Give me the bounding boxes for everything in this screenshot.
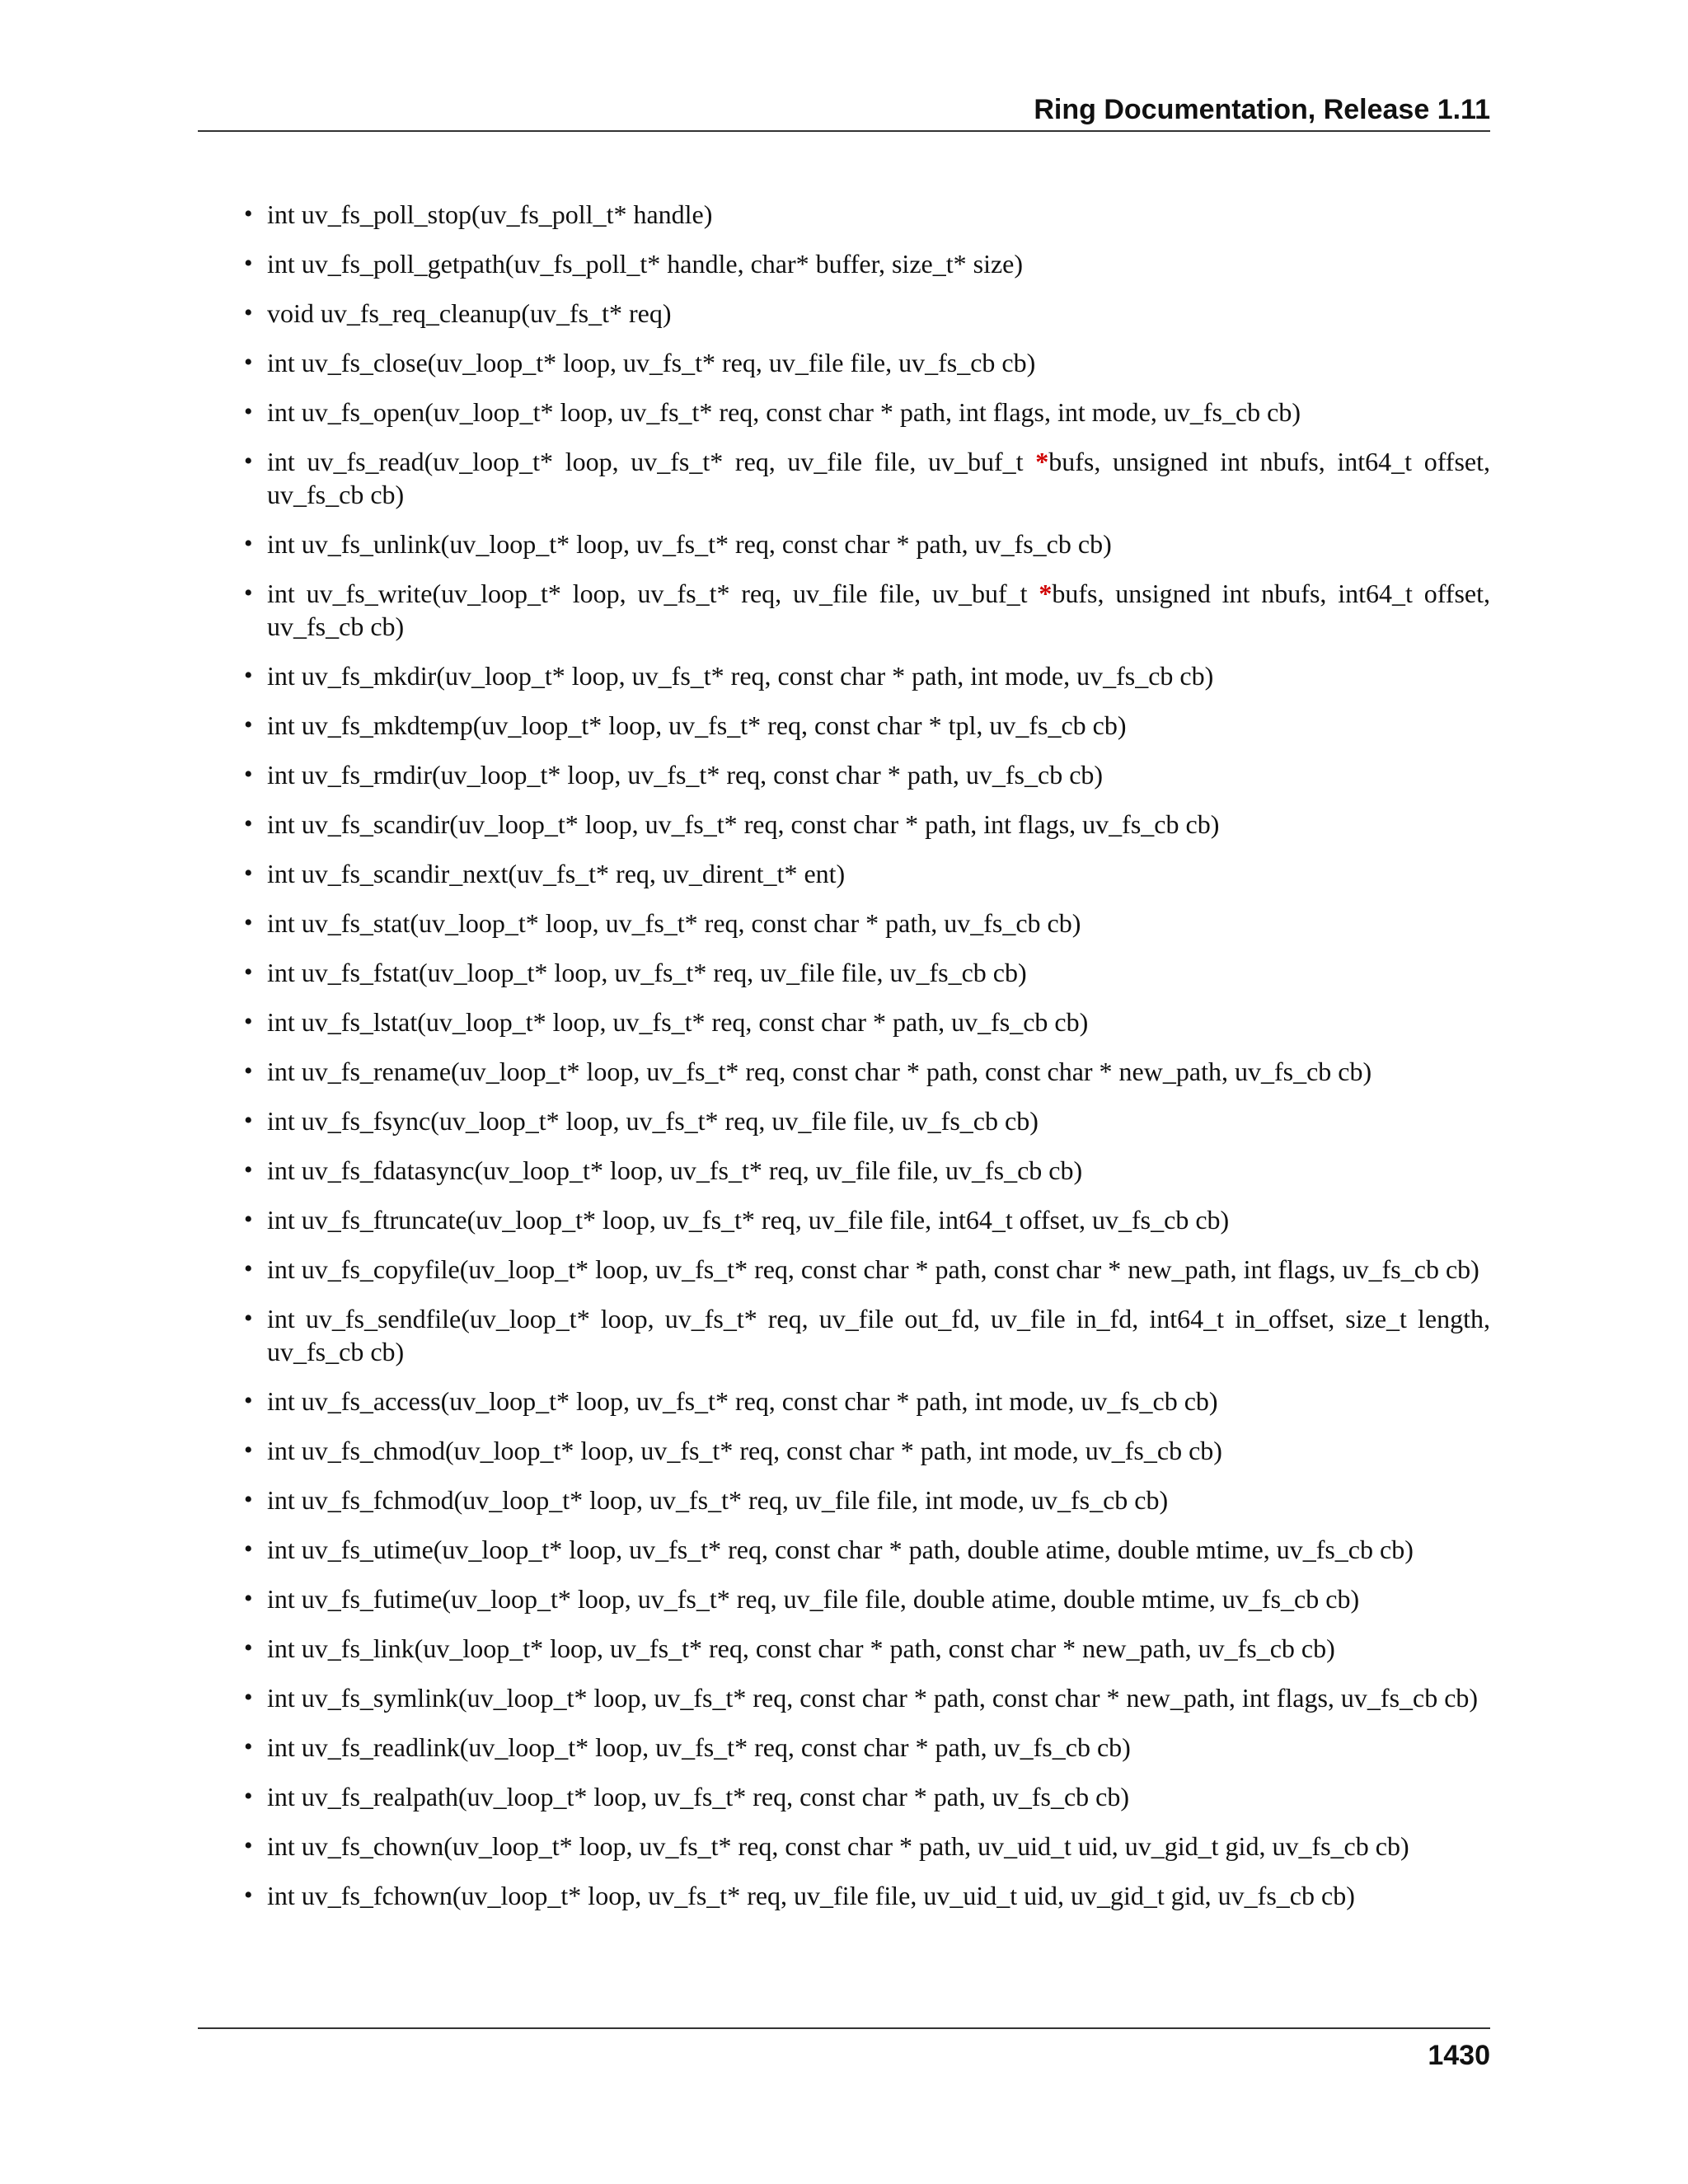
bullet-icon: • xyxy=(244,1206,253,1233)
list-item xyxy=(198,758,1490,791)
list-item xyxy=(198,1830,1490,1863)
function-signature: int uv_fs_utime(uv_loop_t* loop, uv_fs_t* req, const char * path, double atime, double mtime, uv_fs_cb cb) xyxy=(267,1535,1414,1564)
list-item xyxy=(198,1385,1490,1418)
bullet-icon: • xyxy=(244,1634,253,1661)
list-item xyxy=(198,1154,1490,1187)
list-item xyxy=(198,1253,1490,1286)
bullet-icon: • xyxy=(244,909,253,936)
function-signature: int uv_fs_link(uv_loop_t* loop, uv_fs_t* req, const char * path, const char * new_path, uv_fs_cb cb) xyxy=(267,1633,1335,1663)
bullet-icon: • xyxy=(244,810,253,837)
list-item xyxy=(198,1533,1490,1566)
bullet-icon: • xyxy=(244,448,253,475)
function-signature: int uv_fs_poll_stop(uv_fs_poll_t* handle) xyxy=(267,199,713,229)
list-item xyxy=(198,1582,1490,1615)
emphasis-marker: * xyxy=(1035,447,1049,476)
function-signature: int uv_fs_ftruncate(uv_loop_t* loop, uv_fs_t* req, uv_file file, int64_t offset, uv_fs_cb cb) xyxy=(267,1205,1230,1235)
bullet-icon: • xyxy=(244,1832,253,1859)
function-signature-part: bufs, unsigned int nbufs, int64_t offset, uv_fs_cb cb) xyxy=(267,447,1490,509)
function-signature: int uv_fs_access(uv_loop_t* loop, uv_fs_t* req, const char * path, int mode, uv_fs_cb cb) xyxy=(267,1386,1218,1416)
list-item xyxy=(198,1005,1490,1038)
list-item xyxy=(198,396,1490,429)
document-title: Ring Documentation, Release 1.11 xyxy=(1034,94,1490,125)
bullet-icon: • xyxy=(244,1255,253,1282)
function-signature: int uv_fs_fstat(uv_loop_t* loop, uv_fs_t* req, uv_file file, uv_fs_cb cb) xyxy=(267,958,1027,987)
function-signature-part: bufs, unsigned int nbufs, int64_t offset, uv_fs_cb cb) xyxy=(267,579,1491,641)
list-item xyxy=(198,1055,1490,1088)
bullet-icon: • xyxy=(244,1882,253,1909)
list-item xyxy=(198,709,1490,742)
function-list xyxy=(198,198,1490,1912)
function-signature: int uv_fs_fsync(uv_loop_t* loop, uv_fs_t* req, uv_file file, uv_fs_cb cb) xyxy=(267,1106,1039,1136)
function-signature: int uv_fs_chmod(uv_loop_t* loop, uv_fs_t* req, const char * path, int mode, uv_fs_cb cb) xyxy=(267,1436,1222,1465)
page-content xyxy=(198,198,1490,1929)
emphasis-marker: * xyxy=(1039,579,1053,608)
function-signature: int uv_fs_sendfile(uv_loop_t* loop, uv_fs_t* req, uv_file out_fd, uv_file in_fd, int64_t in_offset, size_t length, uv_fs_cb cb) xyxy=(267,1304,1490,1366)
bullet-icon: • xyxy=(244,299,253,326)
function-signature: int uv_fs_mkdtemp(uv_loop_t* loop, uv_fs_t* req, const char * tpl, uv_fs_cb cb) xyxy=(267,710,1127,740)
list-item xyxy=(198,1780,1490,1813)
function-signature: int uv_fs_realpath(uv_loop_t* loop, uv_fs_t* req, const char * path, uv_fs_cb cb) xyxy=(267,1782,1129,1811)
function-signature-part: int uv_fs_read(uv_loop_t* loop, uv_fs_t* req, uv_file file, uv_buf_t xyxy=(267,447,1036,476)
function-signature: int uv_fs_lstat(uv_loop_t* loop, uv_fs_t* req, const char * path, uv_fs_cb cb) xyxy=(267,1007,1089,1037)
bullet-icon: • xyxy=(244,200,253,227)
list-item xyxy=(198,577,1490,643)
bullet-icon: • xyxy=(244,1107,253,1134)
bullet-icon: • xyxy=(244,662,253,689)
function-signature: int uv_fs_rmdir(uv_loop_t* loop, uv_fs_t* req, const char * path, uv_fs_cb cb) xyxy=(267,760,1104,790)
bullet-icon: • xyxy=(244,958,253,986)
list-item xyxy=(198,346,1490,379)
list-item xyxy=(198,297,1490,330)
bullet-icon: • xyxy=(244,579,253,607)
list-item xyxy=(198,1681,1490,1714)
function-signature: int uv_fs_unlink(uv_loop_t* loop, uv_fs_t* req, const char * path, uv_fs_cb cb) xyxy=(267,529,1112,559)
function-signature-part: int uv_fs_write(uv_loop_t* loop, uv_fs_t* req, uv_file file, uv_buf_t xyxy=(267,579,1039,608)
list-item xyxy=(198,247,1490,280)
running-footer xyxy=(198,2027,1490,2074)
bullet-icon: • xyxy=(244,250,253,277)
function-signature: int uv_fs_mkdir(uv_loop_t* loop, uv_fs_t* req, const char * path, int mode, uv_fs_cb cb) xyxy=(267,661,1214,691)
bullet-icon: • xyxy=(244,1535,253,1563)
bullet-icon: • xyxy=(244,761,253,788)
bullet-icon: • xyxy=(244,1783,253,1810)
function-signature: int uv_fs_futime(uv_loop_t* loop, uv_fs_t* req, uv_file file, double atime, double mtime, uv_fs_cb cb) xyxy=(267,1584,1360,1614)
list-item xyxy=(198,1302,1490,1368)
bullet-icon: • xyxy=(244,1486,253,1513)
bullet-icon: • xyxy=(244,1733,253,1760)
list-item xyxy=(198,857,1490,890)
list-item xyxy=(198,659,1490,692)
function-signature: void uv_fs_req_cleanup(uv_fs_t* req) xyxy=(267,298,672,328)
bullet-icon: • xyxy=(244,711,253,738)
bullet-icon: • xyxy=(244,1684,253,1711)
bullet-icon: • xyxy=(244,530,253,557)
bullet-icon: • xyxy=(244,1156,253,1183)
function-signature: int uv_fs_open(uv_loop_t* loop, uv_fs_t* req, const char * path, int flags, int mode, uv_fs_cb cb) xyxy=(267,397,1301,427)
bullet-icon: • xyxy=(244,860,253,887)
list-item xyxy=(198,445,1490,511)
function-signature: int uv_fs_rename(uv_loop_t* loop, uv_fs_t* req, const char * path, const char * new_path, uv_fs_cb cb) xyxy=(267,1057,1372,1086)
list-item xyxy=(198,1104,1490,1137)
list-item xyxy=(198,1731,1490,1764)
page-number: 1430 xyxy=(1428,2040,1490,2071)
function-signature: int uv_fs_chown(uv_loop_t* loop, uv_fs_t* req, const char * path, uv_uid_t uid, uv_gid_t gid, uv_fs_cb cb) xyxy=(267,1831,1409,1861)
bullet-icon: • xyxy=(244,1585,253,1612)
bullet-icon: • xyxy=(244,1436,253,1464)
list-item xyxy=(198,1879,1490,1912)
function-signature: int uv_fs_symlink(uv_loop_t* loop, uv_fs_t* req, const char * path, const char * new_path, int flags, uv_fs_cb cb) xyxy=(267,1683,1479,1713)
bullet-icon: • xyxy=(244,1008,253,1035)
list-item xyxy=(198,1483,1490,1516)
function-signature: int uv_fs_readlink(uv_loop_t* loop, uv_fs_t* req, const char * path, uv_fs_cb cb) xyxy=(267,1732,1131,1762)
list-item xyxy=(198,1203,1490,1236)
list-item xyxy=(198,907,1490,940)
list-item xyxy=(198,198,1490,231)
bullet-icon: • xyxy=(244,1387,253,1414)
function-signature: int uv_fs_stat(uv_loop_t* loop, uv_fs_t* req, const char * path, uv_fs_cb cb) xyxy=(267,908,1081,938)
function-signature: int uv_fs_fdatasync(uv_loop_t* loop, uv_fs_t* req, uv_file file, uv_fs_cb cb) xyxy=(267,1155,1083,1185)
running-header xyxy=(198,89,1490,132)
bullet-icon: • xyxy=(244,1057,253,1085)
list-item xyxy=(198,1632,1490,1665)
function-signature: int uv_fs_copyfile(uv_loop_t* loop, uv_fs_t* req, const char * path, const char * new_path, int flags, uv_fs_cb cb) xyxy=(267,1254,1479,1284)
bullet-icon: • xyxy=(244,1305,253,1332)
bullet-icon: • xyxy=(244,398,253,425)
function-signature: int uv_fs_poll_getpath(uv_fs_poll_t* handle, char* buffer, size_t* size) xyxy=(267,249,1024,279)
function-signature: int uv_fs_fchmod(uv_loop_t* loop, uv_fs_t* req, uv_file file, int mode, uv_fs_cb cb) xyxy=(267,1485,1169,1515)
bullet-icon: • xyxy=(244,349,253,376)
list-item xyxy=(198,808,1490,841)
list-item xyxy=(198,956,1490,989)
list-item xyxy=(198,1434,1490,1467)
function-signature: int uv_fs_scandir_next(uv_fs_t* req, uv_dirent_t* ent) xyxy=(267,859,846,888)
function-signature: int uv_fs_close(uv_loop_t* loop, uv_fs_t* req, uv_file file, uv_fs_cb cb) xyxy=(267,348,1036,377)
function-signature: int uv_fs_scandir(uv_loop_t* loop, uv_fs_t* req, const char * path, int flags, uv_fs_cb cb) xyxy=(267,809,1220,839)
list-item xyxy=(198,527,1490,560)
function-signature: int uv_fs_fchown(uv_loop_t* loop, uv_fs_t* req, uv_file file, uv_uid_t uid, uv_gid_t gid, uv_fs_cb cb) xyxy=(267,1881,1355,1910)
